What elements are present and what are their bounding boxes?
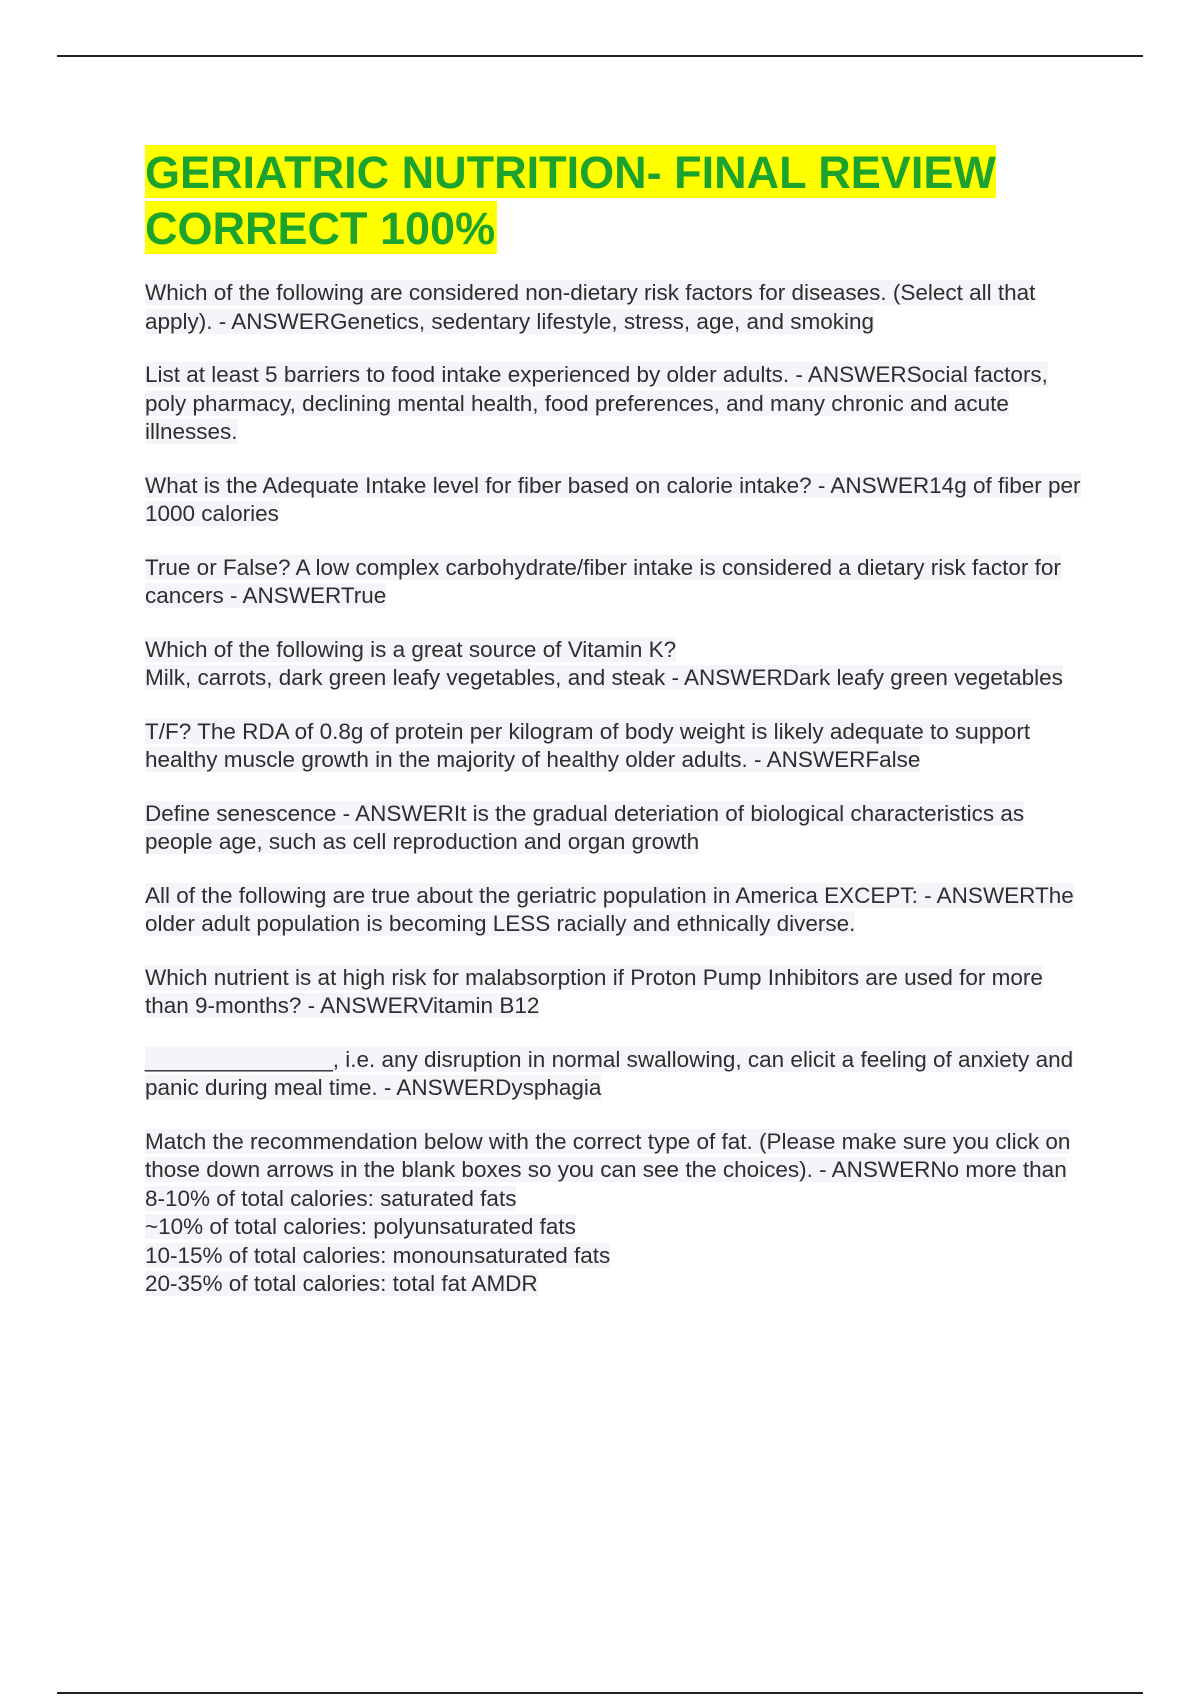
qa-item-1: Which of the following are considered non-dietary risk factors for diseases. (Select all that apply). - ANSWERGenetics, sedentary lifestyle, stress, age, and smoking (145, 280, 1036, 334)
qa-item-3: What is the Adequate Intake level for fiber based on calorie intake? - ANSWER14g of fiber per 1000 calories (145, 472, 1081, 526)
qa-item-10: _______________, i.e. any disruption in normal swallowing, can elicit a feeling of anxiety and panic during meal time. - ANSWERDysphagia (145, 1046, 1074, 1100)
qa-item-9: Which nutrient is at high risk for malabsorption if Proton Pump Inhibitors are used for more than 9-months? - ANSWERVitamin B12 (145, 964, 1043, 1018)
qa-item-6: T/F? The RDA of 0.8g of protein per kilogram of body weight is likely adequate to support healthy muscle growth in the majority of healthy older adults. - ANSWERFalse (145, 718, 1031, 772)
qa-item-7: Define senescence - ANSWERIt is the gradual deteriation of biological characteristics as people age, such as cell reproduction and organ growth (145, 800, 1025, 854)
qa-item-11: Match the recommendation below with the correct type of fat. (Please make sure you click on those down arrows in the blank boxes so you can see the choices). - ANSWERNo more than 8-10% of total calories: saturated fats ~10% of total calories: polyunsaturated fats 10-15% of total calories: monounsaturated fats 20-35% of total calories: total fat AMDR (145, 1128, 1071, 1296)
top-rule (57, 55, 1143, 57)
qa-item-8: All of the following are true about the geriatric population in America EXCEPT: - ANSWERThe older adult population is becoming LESS racially and ethnically diverse. (145, 882, 1074, 936)
bottom-rule (57, 1692, 1143, 1694)
qa-item-2: List at least 5 barriers to food intake experienced by older adults. - ANSWERSocial factors, poly pharmacy, declining mental health, food preferences, and many chronic and acute illnesses. (145, 362, 1048, 444)
qa-item-4: True or False? A low complex carbohydrate/fiber intake is considered a dietary risk factor for cancers - ANSWERTrue (145, 554, 1061, 608)
document-title-text: GERIATRIC NUTRITION- FINAL REVIEW CORRECT 100% (145, 147, 996, 254)
qa-item-5: Which of the following is a great source of Vitamin K? Milk, carrots, dark green leafy vegetables, and steak - ANSWERDark leafy green vegetables (145, 636, 1063, 690)
document-body (145, 145, 1085, 1324)
document-title (145, 145, 1085, 257)
